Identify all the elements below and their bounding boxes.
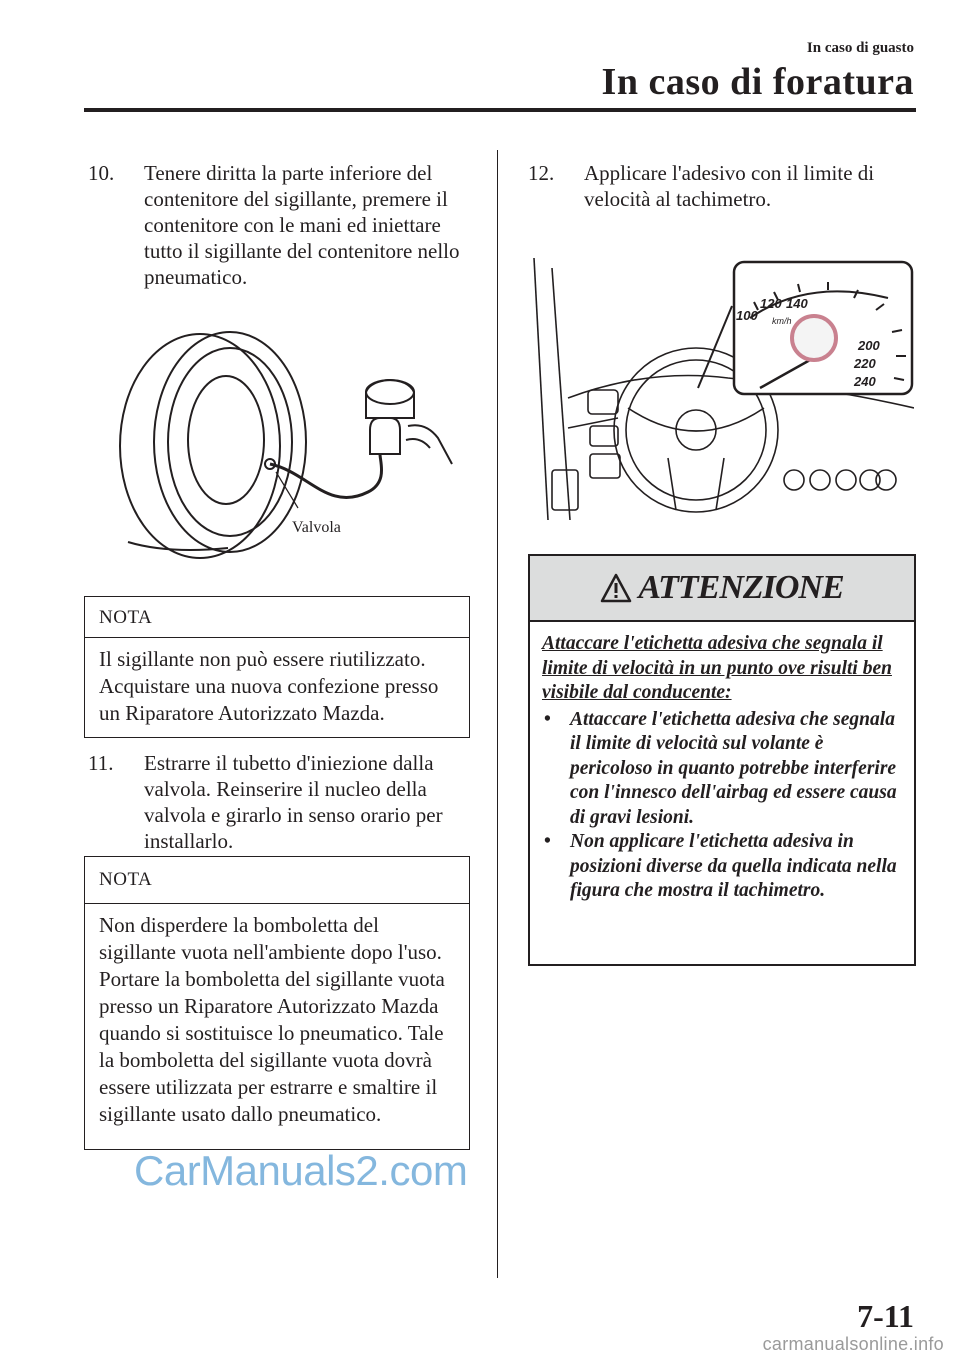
step-number: 11. xyxy=(88,751,114,775)
tick-label-220: 220 xyxy=(854,356,876,371)
step-text: Tenere diritta la parte inferiore del contenitore del sigillante, premere il contenitore con le mani ed iniettare tutto il sigillante del contenitore nello pneumatico. xyxy=(144,161,460,289)
footer-site-link[interactable]: carmanualsonline.info xyxy=(762,1334,944,1354)
speed-unit-label: km/h xyxy=(772,316,792,326)
tick-label-140: 140 xyxy=(786,296,808,311)
step-number: 12. xyxy=(528,161,555,185)
page-title: In caso di foratura xyxy=(601,61,914,103)
tick-label-240: 240 xyxy=(854,374,876,389)
tire-sealant-illustration xyxy=(108,322,458,562)
note-text: Non disperdere la bomboletta del sigillante vuota nell'ambiente dopo l'uso. Portare la bomboletta del sigillante vuota presso un Riparatore Autorizzato Mazda quando si sostituisce lo pneumatico. Tale la bomboletta del sigillante vuota dovrà essere utilizzata per estrarre e smaltire il sigillante usato dallo pneumatico. xyxy=(99,913,445,1126)
tick-label-120: 120 xyxy=(760,296,782,311)
step-text: Estrarre il tubetto d'iniezione dalla valvola. Reinserire il nucleo della valvola e girarlo in senso orario per installarlo. xyxy=(144,751,443,853)
tick-label-200: 200 xyxy=(858,338,880,353)
note-box-2 xyxy=(84,856,470,1150)
header-divider xyxy=(84,108,916,112)
step-11 xyxy=(88,750,472,854)
step-text: Applicare l'adesivo con il limite di velocità al tachimetro. xyxy=(584,161,875,211)
warning-item-text: Non applicare l'etichetta adesiva in posizioni diverse da quella indicata nella figura che mostra il tachimetro. xyxy=(570,831,897,901)
column-divider xyxy=(497,150,498,1278)
note-heading: NOTA xyxy=(85,857,469,904)
warning-item xyxy=(542,708,902,831)
step-12 xyxy=(528,160,912,212)
note-box-1 xyxy=(84,596,470,738)
warning-body xyxy=(530,622,914,904)
warning-triangle-icon xyxy=(600,573,632,603)
speedometer-illustration xyxy=(528,258,914,520)
tick-label-100: 100 xyxy=(736,308,758,323)
valve-label: Valvola xyxy=(292,519,341,536)
warning-intro: Attaccare l'etichetta adesiva che segnala il limite di velocità in un punto ove risulti ben visibile dal conducente: xyxy=(542,633,892,703)
warning-box xyxy=(528,554,916,966)
page-number: 7-11 xyxy=(857,1298,914,1334)
watermark-logo: CarManuals2.com xyxy=(134,1147,468,1194)
bullet-icon: • xyxy=(544,708,551,730)
step-10 xyxy=(88,160,472,290)
running-section-title: In caso di guasto xyxy=(806,40,914,56)
step-number: 10. xyxy=(88,161,115,185)
warning-item-text: Attaccare l'etichetta adesiva che segnala il limite di velocità sul volante è pericoloso in quanto potrebbe interferire con l'innesco dell'airbag ed essere causa di gravi lesioni. xyxy=(570,708,897,828)
warning-header xyxy=(530,556,914,622)
bullet-icon: • xyxy=(544,831,551,852)
note-heading: NOTA xyxy=(85,597,469,638)
warning-item xyxy=(542,830,902,904)
note-text: Il sigillante non può essere riutilizzato. Acquistare una nuova confezione presso un Riparatore Autorizzato Mazda. xyxy=(99,647,439,725)
warning-title: ATTENZIONE xyxy=(638,569,844,606)
